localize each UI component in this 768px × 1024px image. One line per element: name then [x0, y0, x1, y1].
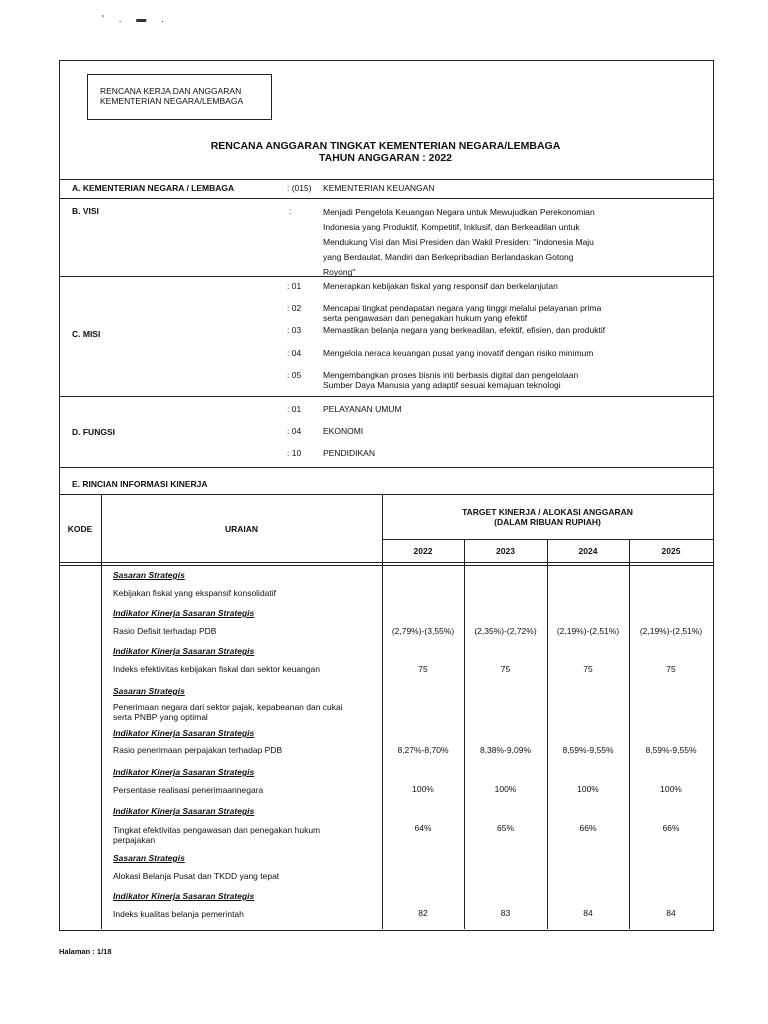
table-cell-value: 8,59%-9,55% — [645, 745, 697, 755]
fungsi-code: : 10 — [287, 448, 302, 458]
table-cell-value: 75 — [500, 664, 511, 674]
table-cell-value: 100% — [577, 784, 599, 794]
table-row-uraian: Rasio Defisit terhadap PDB — [113, 626, 217, 636]
divider-d-bottom — [59, 467, 713, 468]
col-uraian-header: URAIAN — [224, 524, 259, 534]
visi-line: yang Berdaulat, Mandiri dan Berkepribadian Berlandaskan Gotong — [323, 252, 574, 262]
table-cell-value: 8,27%-8,70% — [397, 745, 449, 755]
misi-code: : 01 — [287, 281, 302, 291]
table-row-uraian: Indikator Kinerja Sasaran Strategis — [113, 608, 255, 618]
table-cell-value: (2,79%)-(3,55%) — [391, 626, 455, 636]
table-row-uraian: Tingkat efektivitas pengawasan dan penegakan hukum perpajakan — [113, 825, 321, 845]
table-col-line — [464, 539, 465, 929]
page-title — [59, 140, 712, 164]
divider-a-top — [59, 179, 713, 180]
header-box-line1: RENCANA KERJA DAN ANGGARAN — [100, 86, 242, 96]
col-kode-header: KODE — [67, 524, 93, 534]
table-row-uraian: Indikator Kinerja Sasaran Strategis — [113, 728, 255, 738]
table-cell-value: 100% — [412, 784, 434, 794]
table-col-line — [629, 539, 630, 929]
table-cell-value: 84 — [583, 908, 593, 918]
section-b-text — [323, 205, 653, 280]
table-cell-value: 100% — [660, 784, 682, 794]
misi-code: : 04 — [287, 348, 302, 358]
divider-c-bottom — [59, 396, 713, 397]
table-row-uraian: Penerimaan negara dari sektor pajak, kepabeanan dan cukai serta PNBP yang optimal — [113, 702, 343, 722]
table-cell-value: (2,35%)-(2,72%) — [474, 626, 537, 636]
target-header-line1: TARGET KINERJA / ALOKASI ANGGARAN — [462, 507, 633, 517]
table-row-uraian: Persentase realisasi penerimaannegara — [113, 785, 264, 795]
table-row-uraian: Kebijakan fiskal yang ekspansif konsolidatif — [113, 588, 277, 598]
section-a-label: A. KEMENTERIAN NEGARA / LEMBAGA — [72, 183, 235, 193]
table-row-uraian: Sasaran Strategis — [113, 853, 185, 863]
table-cell-value: (2,19%)-(2,51%) — [556, 626, 620, 636]
table-cell-value: 75 — [418, 664, 428, 674]
misi-code: : 02 — [287, 303, 302, 313]
table-header-bottom — [59, 562, 713, 563]
table-row-uraian: Rasio penerimaan perpajakan terhadap PDB — [113, 745, 283, 755]
misi-text: Mengembangkan proses bisnis inti berbasis digital dan pengelolaan Sumber Daya Manusia yang adaptif sesuai kemajuan teknologi — [323, 370, 579, 390]
header-box — [87, 74, 272, 120]
visi-line: Royong" — [323, 267, 356, 277]
table-row-uraian: Sasaran Strategis — [113, 570, 185, 580]
misi-code: : 03 — [287, 325, 302, 335]
table-cell-value: 100% — [494, 784, 517, 794]
table-cell-value: 66% — [579, 823, 597, 833]
table-row-uraian: Indikator Kinerja Sasaran Strategis — [113, 891, 255, 901]
section-b-colon: : — [289, 206, 292, 216]
table-cell-value: 75 — [583, 664, 593, 674]
table-row-uraian: Indeks kualitas belanja pemerintah — [113, 909, 244, 919]
table-cell-value: 66% — [662, 823, 680, 833]
misi-text: Mengelola neraca keuangan pusat yang inovatif dengan risiko minimum — [323, 348, 594, 358]
fungsi-code: : 01 — [287, 404, 302, 414]
fungsi-text: PENDIDIKAN — [323, 448, 375, 458]
visi-line: Mendukung Visi dan Misi Presiden dan Wakil Presiden: "Indonesia Maju — [323, 237, 594, 247]
table-row-uraian: Sasaran Strategis — [113, 686, 185, 696]
fungsi-code: : 04 — [287, 426, 302, 436]
table-header-bottom-double — [59, 565, 713, 566]
year-header-2024: 2024 — [578, 546, 598, 556]
year-header-2025: 2025 — [661, 546, 681, 556]
table-col-line — [547, 539, 548, 929]
table-cell-value: 84 — [666, 908, 676, 918]
year-header-2023: 2023 — [496, 546, 515, 556]
page-title-line1: RENCANA ANGGARAN TINGKAT KEMENTERIAN NEGARA/LEMBAGA — [210, 140, 561, 152]
header-box-line2: KEMENTERIAN NEGARA/LEMBAGA — [100, 96, 244, 106]
table-cell-value: 64% — [414, 823, 432, 833]
table-subheader-line — [382, 539, 713, 540]
year-header-2022: 2022 — [413, 546, 433, 556]
table-col-line — [382, 494, 383, 929]
misi-text: Mencapai tingkat pendapatan negara yang tinggi melalui pelayanan prima serta pengawasan dan penegakan hukum yang efektif — [323, 303, 602, 323]
page-title-line2: TAHUN ANGGARAN : 2022 — [318, 152, 452, 164]
table-row-uraian: Indikator Kinerja Sasaran Strategis — [113, 646, 255, 656]
scan-specks: ' . ▬ . — [102, 14, 170, 25]
section-d-label: D. FUNGSI — [72, 427, 115, 437]
divider-e-bottom — [59, 494, 713, 495]
misi-text: Memastikan belanja negara yang berkeadilan, efektif, efisien, dan produktif — [323, 325, 606, 335]
table-cell-value: 75 — [666, 664, 676, 674]
fungsi-text: EKONOMI — [323, 426, 364, 436]
section-b-label: B. VISI — [72, 206, 99, 216]
table-row-uraian: Indikator Kinerja Sasaran Strategis — [113, 806, 255, 816]
divider-a-bottom — [59, 198, 713, 199]
table-cell-value: (2,19%)-(2,51%) — [639, 626, 703, 636]
section-a-value: KEMENTERIAN KEUANGAN — [323, 183, 435, 193]
table-cell-value: 82 — [418, 908, 428, 918]
fungsi-text: PELAYANAN UMUM — [323, 404, 402, 414]
table-cell-value: 8,38%-9,09% — [479, 745, 532, 755]
table-cell-value: 83 — [500, 908, 511, 918]
table-row-uraian: Indikator Kinerja Sasaran Strategis — [113, 767, 255, 777]
visi-line: Menjadi Pengelola Keuangan Negara untuk Mewujudkan Perekonomian — [323, 207, 595, 217]
table-cell-value: 65% — [496, 823, 514, 833]
page-number: Halaman : 1/18 — [59, 947, 112, 956]
section-a-code: : (015) — [287, 183, 312, 193]
misi-code: : 05 — [287, 370, 302, 380]
visi-line: Indonesia yang Produktif, Kompetitif, Inklusif, dan Berkeadilan untuk — [323, 222, 580, 232]
table-row-uraian: Indeks efektivitas kebijakan fiskal dan sektor keuangan — [113, 664, 320, 674]
section-c-label: C. MISI — [72, 329, 101, 339]
misi-text: Menerapkan kebijakan fiskal yang responsif dan berkelanjutan — [323, 281, 558, 291]
table-col-line — [101, 494, 102, 929]
table-cell-value: 8,59%-9,55% — [562, 745, 614, 755]
target-header-line2: (DALAM RIBUAN RUPIAH) — [494, 517, 601, 527]
table-row-uraian: Alokasi Belanja Pusat dan TKDD yang tepat — [113, 871, 280, 881]
section-e-label: E. RINCIAN INFORMASI KINERJA — [72, 479, 208, 489]
